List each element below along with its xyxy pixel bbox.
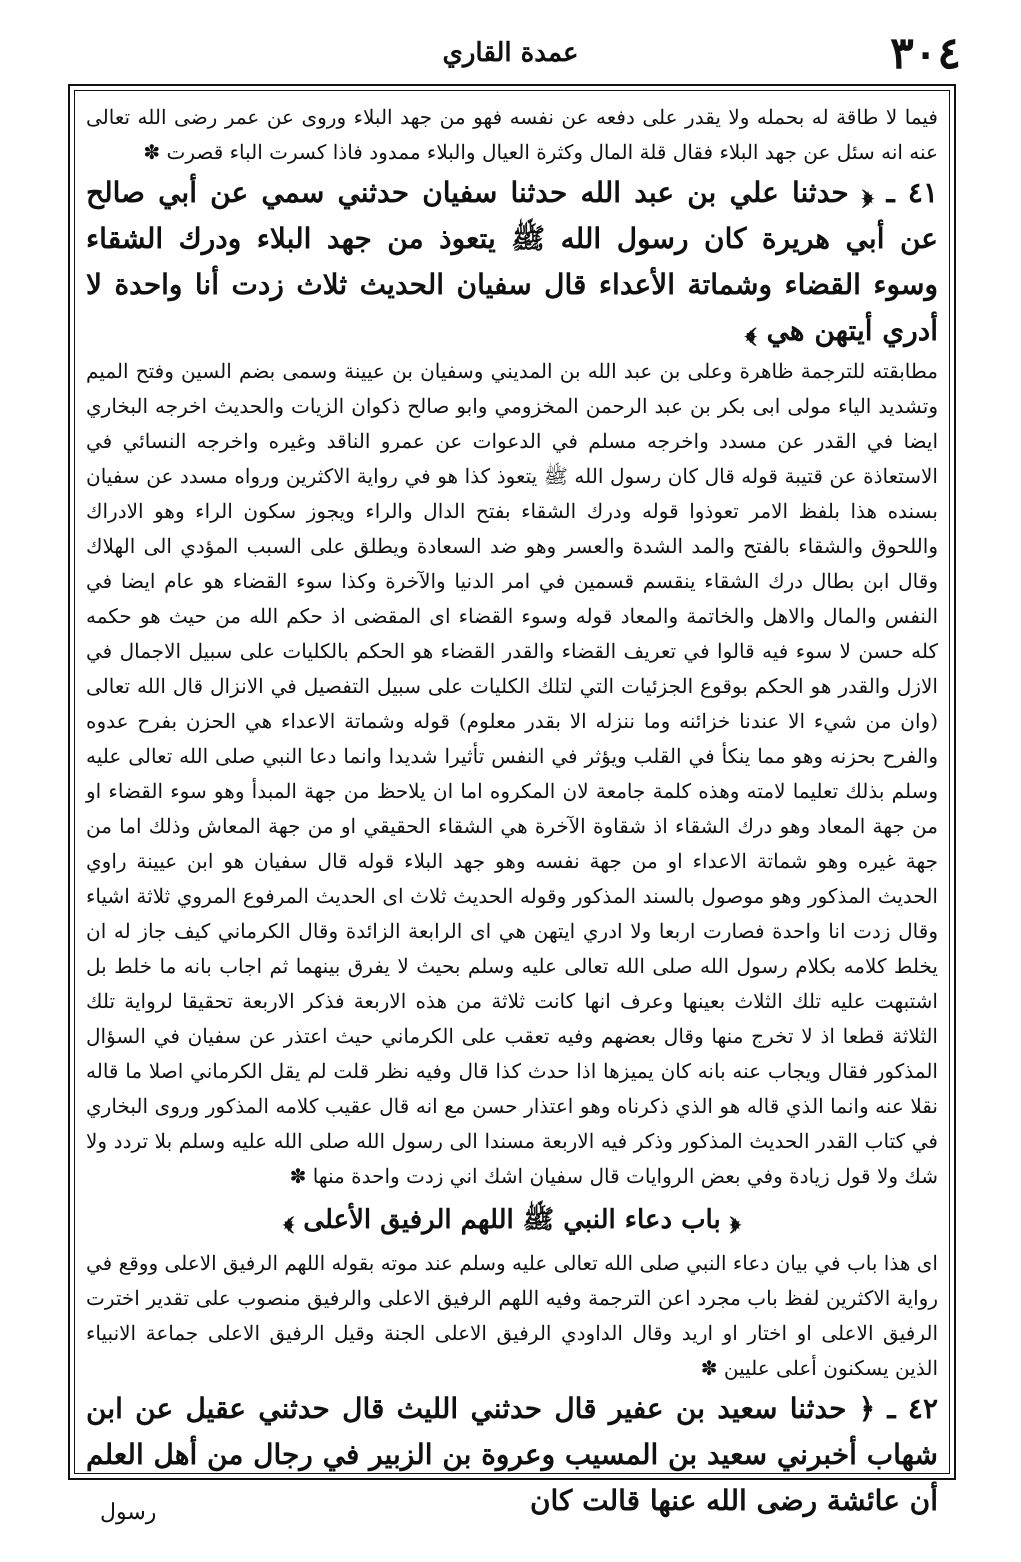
commentary-paragraph: فيما لا طاقة له بحمله ولا يقدر على دفعه عن نفسه فهو من جهد البلاء وروى عن عمر رضى الله تعالى عنه انه سئل عن جهد البلاء فقال قلة المال وكثرة العيال والبلاء ممدود فاذا كسرت الباء قصرت ✽ (86, 105, 938, 164)
chapter-heading: ﴿ باب دعاء النبي ﷺ اللهم الرفيق الأعلى ﴾ (283, 1205, 741, 1235)
commentary-paragraph: اى هذا باب في بيان دعاء النبي صلى الله تعالى عليه وسلم عند موته بقوله اللهم الرفيق الاعلى ووقع في رواية الاكثرين لفظ باب مجرد اعن الترجمة وفيه اللهم الرفيق الاعلى والرفيق منصوب على تقدير اخترت الرفيق الاعلى او اختار او اريد وقال الداودي الرفيق الاعلى الجنة وقيل الرفيق الاعلى جماعة الانبياء الذين يسكنون أعلى عليين ✽ (86, 1251, 938, 1380)
main-text (86, 100, 938, 1517)
commentary-paragraph: مطابقته للترجمة ظاهرة وعلى بن عبد الله بن المديني وسفيان بن عيينة وسمى بضم السين وفتح الميم وتشديد الياء مولى ابى بكر بن عبد الرحمن المخزومي وابو صالح ذكوان الزيات والحديث اخرجه البخاري ايضا في القدر عن مسدد واخرجه مسلم في الدعوات عن عمرو الناقد وغيره واخرجه النسائي في الاستعاذة عن قتيبة قوله قال كان رسول الله ﷺ يتعوذ كذا هو في رواية الاكثرين ورواه مسدد عن سفيان بسنده هذا بلفظ الامر تعوذوا قوله ودرك الشقاء بفتح الدال والراء ويجوز سكون الراء وهو الادراك واللحوق والشقاء بالفتح والمد الشدة والعسر وهو ضد السعادة ويطلق على السبب المؤدي الى الهلاك وقال ابن بطال درك الشقاء ينقسم قسمين في امر الدنيا والآخرة وكذا سوء القضاء هو عام ايضا في النفس والمال والاهل والخاتمة والمعاد قوله وسوء القضاء اى المقضى اذ حكم الله من حيث هو حكمه كله حسن لا سوء فيه قالوا في تعريف القضاء والقدر القضاء هو الحكم بالكليات على سبيل الاجمال في الازل والقدر هو الحكم بوقوع الجزئيات التي لتلك الكليات على سبيل التفصيل في الانزال قال الله تعالى (وان من شيء الا عندنا خزائنه وما ننزله الا بقدر معلوم) قوله وشماتة الاعداء هي الحزن بفرح عدوه والفرح بحزنه وهو مما ينكأ في القلب ويؤثر في النفس تأثيرا شديدا وانما دعا النبي صلى الله تعالى عليه وسلم بذلك تعليما لامته وهذه كلمة جامعة لان المكروه اما ان يلاحظ من جهة المبدأ وهو سوء القضاء او من جهة المعاد وهو درك الشقاء اذ شقاوة الآخرة هي الشقاء الحقيقي او من جهة المعاش وذلك اما من جهة غيره وهو شماتة الاعداء او من جهة نفسه وهو جهد البلاء قوله قال سفيان هو ابن عيينة راوي الحديث المذكور وهو موصول بالسند المذكور وقوله الحديث ثلاث اى الحديث المرفوع المروي ثلاثة اشياء وقال زدت انا واحدة فصارت اربعا ولا ادري ايتهن هي اى الرابعة الزائدة وقال الكرماني كيف جاز له ان يخلط كلامه بكلام رسول الله صلى الله تعالى عليه وسلم بحيث لا يفرق بينهما ثم اجاب بانه ما خلط بل اشتبهت عليه تلك الثلاث بعينها وعرف انها كانت ثلاثة من هذه الاربعة فذكر الاربعة تحقيقا لرواية تلك الثلاثة قطعا اذ لا تخرج منها وقال بعضهم وفيه تعقب على الكرماني حيث اعتذر عن سفيان في السؤال المذكور فقال ويجاب عنه بانه كان يميزها اذا حدث كذا قال وفيه نظر قلت لم يقل الكرماني اصلا ما قاله نقلا عنه وانما الذي قاله هو الذي ذكرناه وهو اعتذار حسن مع انه قال عقيب كلامه المذكور وروى البخاري في كتاب القدر الحديث المذكور وذكر فيه الاربعة مسندا الى رسول الله صلى الله عليه وسلم بلا تردد ولا شك ولا قول زيادة وفي بعض الروايات قال سفيان اشك اني زدت واحدة منها ✽ (86, 359, 938, 1188)
page-header (60, 22, 961, 92)
page-number: ٣٠٤ (890, 28, 961, 79)
hadith-41: ٤١ ـ ﴿ حدثنا علي بن عبد الله حدثنا سفيان حدثني سمي عن أبي صالح عن أبي هريرة كان رسول الله ﷺ يتعوذ من جهد البلاء ودرك الشقاء وسوء القضاء وشماتة الأعداء قال سفيان الحديث ثلاث زدت أنا واحدة لا أدري أيتهن هي ﴾ (86, 176, 938, 347)
catchword: رسول (100, 1500, 157, 1525)
running-title: عمدة القاري (442, 38, 579, 68)
hadith-42: ٤٢ ـ ﴿ حدثنا سعيد بن عفير قال حدثني الليث قال حدثني عقيل عن ابن شهاب أخبرني سعيد بن المسيب وعروة بن الزبير في رجال من أهل العلم أن عائشة رضى الله عنها قالت كان (86, 1392, 938, 1517)
